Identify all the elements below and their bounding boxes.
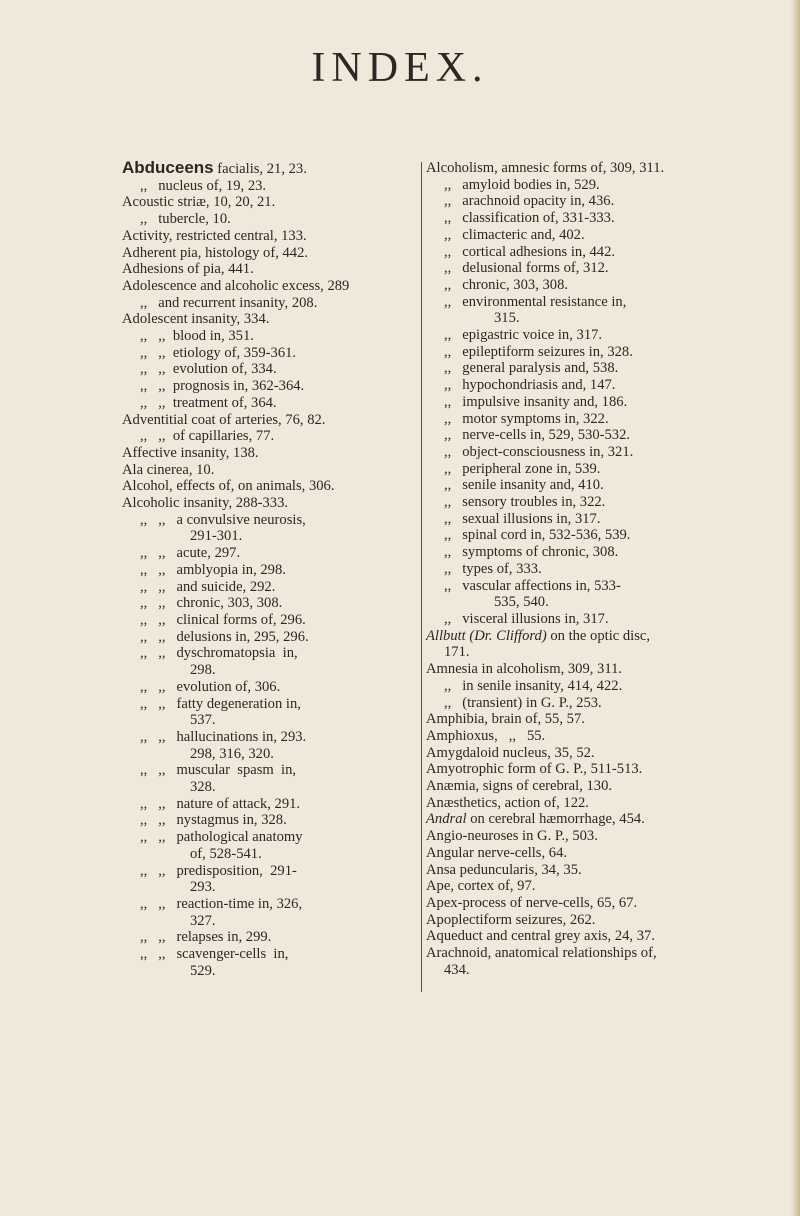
index-entry: ,, nerve-cells in, 529, 530-532.: [444, 427, 631, 444]
index-entry: ,, ,, evolution of, 306.: [140, 678, 281, 695]
index-entry: ,, ,, nature of attack, 291.: [140, 795, 301, 812]
index-entry: ,, spinal cord in, 532-536, 539.: [444, 527, 631, 544]
index-entry: ,, vascular affections in, 533-: [444, 577, 621, 594]
index-entry: Ansa peduncularis, 34, 35.: [426, 861, 582, 878]
index-entry-continuation: 529.: [190, 962, 216, 979]
index-entry: Apex-process of nerve-cells, 65, 67.: [426, 894, 638, 911]
index-entry: ,, chronic, 303, 308.: [444, 276, 569, 293]
index-entry: Amyotrophic form of G. P., 511-513.: [426, 761, 643, 778]
page-edge: [790, 0, 800, 1216]
index-entry: ,, (transient) in G. P., 253.: [444, 694, 602, 711]
index-entry: ,, peripheral zone in, 539.: [444, 460, 601, 477]
index-entry-continuation: 434.: [444, 961, 470, 978]
index-entry: ,, epileptiform seizures in, 328.: [444, 343, 633, 360]
index-entry: ,, ,, muscular spasm in,: [140, 762, 297, 779]
index-entry: ,, ,, dyschromatopsia in,: [140, 645, 298, 662]
index-entry: Amphibia, brain of, 55, 57.: [426, 711, 585, 728]
index-entry: ,, ,, evolution of, 334.: [140, 361, 277, 378]
index-entry: ,, ,, etiology of, 359-361.: [140, 344, 297, 361]
index-entry-continuation: 327.: [190, 912, 216, 929]
index-entry: Amygdaloid nucleus, 35, 52.: [426, 744, 595, 761]
index-entry: ,, ,, pathological anatomy: [140, 829, 303, 846]
index-entry: ,, ,, blood in, 351.: [140, 328, 254, 345]
index-entry: ,, motor symptoms in, 322.: [444, 410, 609, 427]
index-entry: Alcoholism, amnesic forms of, 309, 311.: [426, 160, 665, 176]
index-entry: ,, sensory troubles in, 322.: [444, 494, 606, 511]
index-entry: ,, symptoms of chronic, 308.: [444, 544, 619, 561]
index-entry: Angular nerve-cells, 64.: [426, 844, 568, 861]
index-entry: ,, nucleus of, 19, 23.: [140, 177, 267, 194]
index-entry: ,, ,, prognosis in, 362-364.: [140, 378, 305, 395]
index-entry: ,, epigastric voice in, 317.: [444, 327, 603, 344]
index-entry: ,, ,, scavenger-cells in,: [140, 946, 289, 963]
index-entry: Abduceens facialis, 21, 23.: [122, 158, 307, 177]
index-entry: Apoplectiform seizures, 262.: [426, 911, 596, 928]
index-entry-continuation: of, 528-541.: [190, 845, 262, 862]
index-entry: Andral on cerebral hæmorrhage, 454.: [426, 811, 645, 828]
index-entry-continuation: 171.: [444, 644, 470, 661]
index-entry-continuation: 293.: [190, 879, 216, 896]
index-entry: ,, arachnoid opacity in, 436.: [444, 193, 615, 210]
index-entry: ,, ,, amblyopia in, 298.: [140, 561, 286, 578]
index-entry: Activity, restricted central, 133.: [122, 227, 307, 244]
index-entry: ,, ,, reaction-time in, 326,: [140, 895, 303, 912]
index-entry: Alcohol, effects of, on animals, 306.: [122, 478, 335, 495]
index-entry: ,, ,, acute, 297.: [140, 545, 241, 562]
index-entry: ,, ,, of capillaries, 77.: [140, 428, 275, 445]
index-entry: Adherent pia, histology of, 442.: [122, 244, 309, 261]
index-entry: Adhesions of pia, 441.: [122, 261, 254, 278]
index-entry: ,, object-consciousness in, 321.: [444, 443, 634, 460]
index-entry: ,, visceral illusions in, 317.: [444, 610, 609, 627]
index-entry-continuation: 328.: [190, 779, 216, 796]
index-entry: Alcoholic insanity, 288-333.: [122, 495, 289, 512]
index-entry-continuation: 537.: [190, 712, 216, 729]
index-entry: Adolescence and alcoholic excess, 289: [122, 277, 350, 294]
column-divider: [421, 162, 422, 992]
index-entry-continuation: 291-301.: [190, 528, 243, 545]
index-entry: ,, hypochondriasis and, 147.: [444, 377, 616, 394]
index-entry: ,, impulsive insanity and, 186.: [444, 393, 628, 410]
index-entry: ,, and recurrent insanity, 208.: [140, 294, 318, 311]
index-entry: Arachnoid, anatomical relationships of,: [426, 945, 657, 962]
index-entry: ,, sexual illusions in, 317.: [444, 510, 601, 527]
index-entry: Acoustic striæ, 10, 20, 21.: [122, 194, 276, 211]
index-entry: ,, climacteric and, 402.: [444, 226, 585, 243]
index-entry: Ape, cortex of, 97.: [426, 878, 536, 895]
index-entry-continuation: 535, 540.: [494, 594, 549, 611]
index-entry: ,, delusional forms of, 312.: [444, 260, 609, 277]
index-entry: ,, classification of, 331-333.: [444, 210, 615, 227]
index-entry: ,, ,, delusions in, 295, 296.: [140, 628, 309, 645]
index-entry: ,, ,, treatment of, 364.: [140, 394, 277, 411]
index-entry: ,, general paralysis and, 538.: [444, 360, 619, 377]
index-entry: Adventitial coat of arteries, 76, 82.: [122, 411, 326, 428]
index-entry: Adolescent insanity, 334.: [122, 311, 270, 328]
index-entry: ,, ,, fatty degeneration in,: [140, 695, 301, 712]
index-column-right: [426, 160, 726, 978]
index-entry: ,, ,, hallucinations in, 293.: [140, 728, 307, 745]
index-entry: ,, ,, relapses in, 299.: [140, 929, 272, 946]
index-entry: ,, amyloid bodies in, 529.: [444, 176, 600, 193]
index-entry: ,, senile insanity and, 410.: [444, 477, 604, 494]
index-column-left: [122, 160, 418, 979]
index-entry: Amnesia in alcoholism, 309, 311.: [426, 661, 623, 678]
index-entry: Angio-neuroses in G. P., 503.: [426, 828, 598, 845]
index-entry: Anæsthetics, action of, 122.: [426, 794, 589, 811]
index-entry: Allbutt (Dr. Clifford) on the optic disc,: [426, 627, 651, 644]
index-entry-continuation: 298.: [190, 662, 216, 679]
index-entry-continuation: 315.: [494, 310, 520, 327]
index-entry: Ala cinerea, 10.: [122, 461, 215, 478]
index-entry: ,, ,, clinical forms of, 296.: [140, 611, 306, 628]
index-entry: ,, environmental resistance in,: [444, 293, 627, 310]
page-title: INDEX.: [311, 45, 489, 91]
index-entry: ,, ,, predisposition, 291-: [140, 862, 297, 879]
index-entry: ,, cortical adhesions in, 442.: [444, 243, 616, 260]
index-entry: ,, ,, a convulsive neurosis,: [140, 511, 306, 528]
index-entry: ,, ,, nystagmus in, 328.: [140, 812, 287, 829]
index-entry: Aqueduct and central grey axis, 24, 37.: [426, 928, 655, 945]
index-entry: Anæmia, signs of cerebral, 130.: [426, 778, 613, 795]
index-entry: Affective insanity, 138.: [122, 444, 259, 461]
index-entry: ,, ,, and suicide, 292.: [140, 578, 276, 595]
index-entry: ,, in senile insanity, 414, 422.: [444, 677, 623, 694]
index-entry: ,, types of, 333.: [444, 560, 542, 577]
index-entry-continuation: 298, 316, 320.: [190, 745, 274, 762]
index-entry: ,, tubercle, 10.: [140, 211, 231, 228]
index-entry: Amphioxus, ,, 55.: [426, 727, 546, 744]
index-entry: ,, ,, chronic, 303, 308.: [140, 595, 283, 612]
